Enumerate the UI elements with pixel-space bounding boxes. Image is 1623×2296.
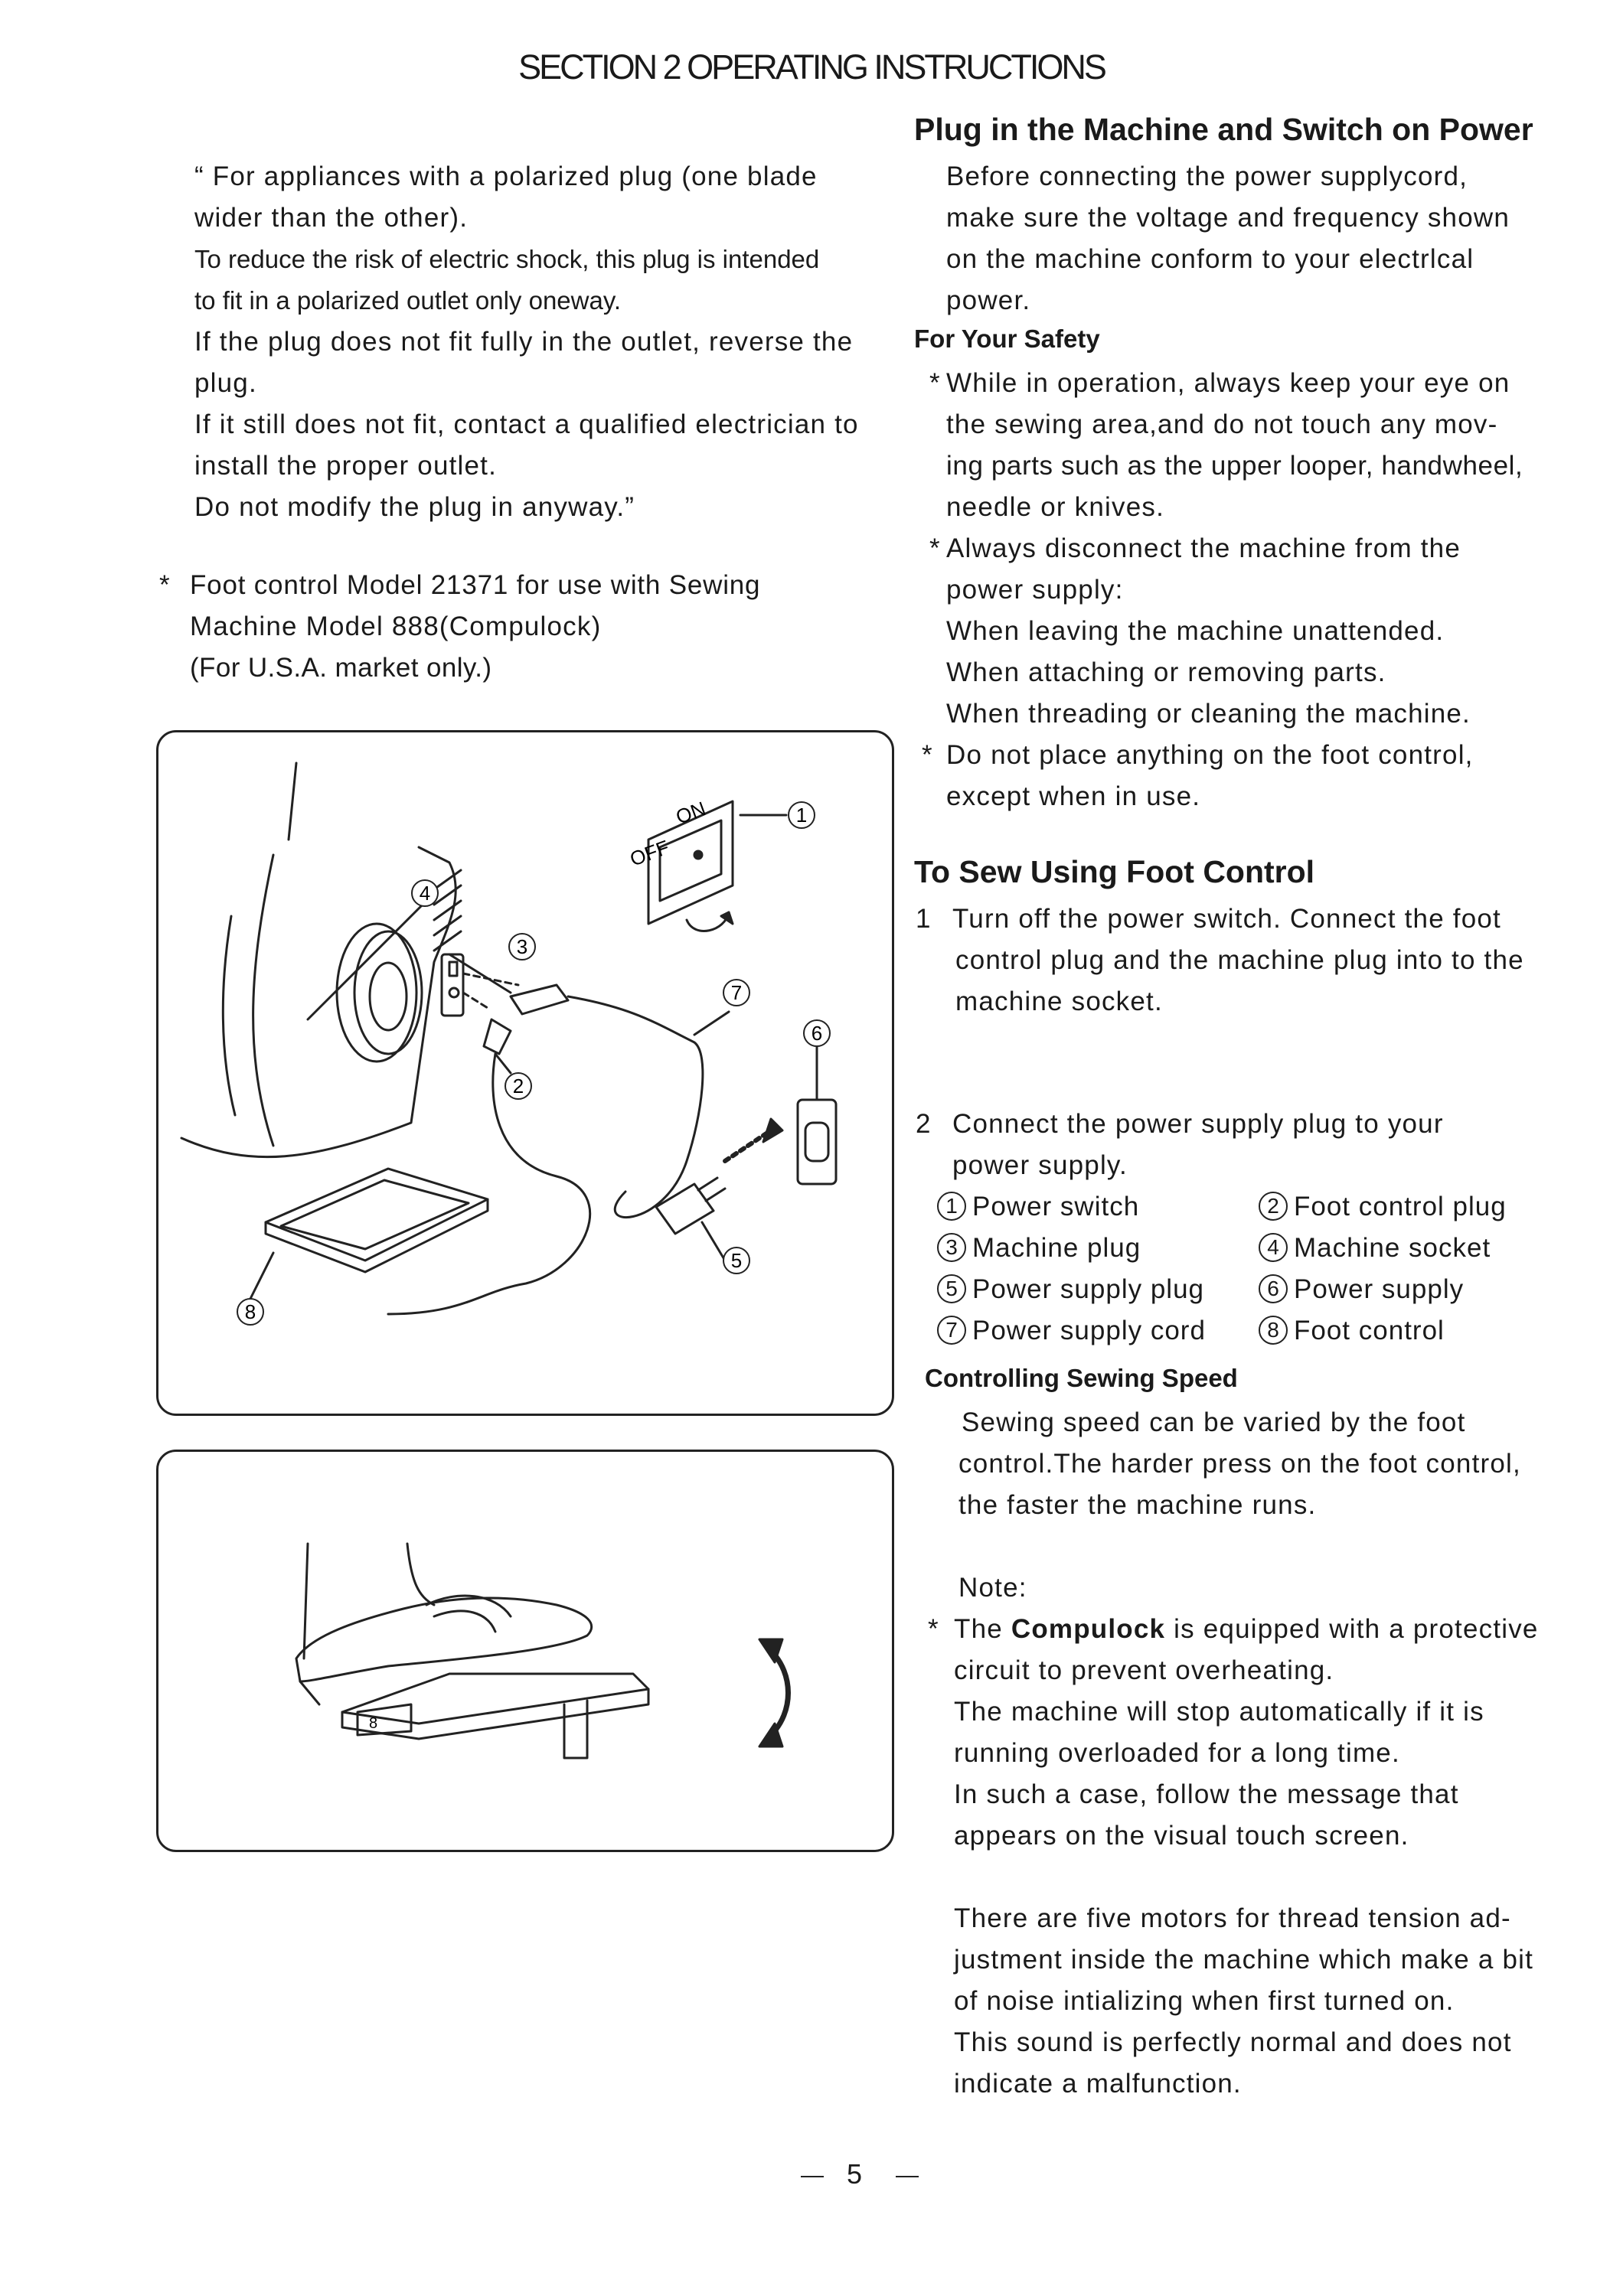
notice-line: plug. [194,368,257,398]
foot-control-pedal-icon [342,1674,648,1724]
speed-line: Sewing speed can be varied by the foot [962,1407,1466,1437]
safety-heading: For Your Safety [914,325,1100,353]
switch-off-label: OFF [626,835,672,871]
safety-line: Do not place anything on the foot control, [946,740,1474,770]
note-line: In such a case, follow the message that [954,1779,1459,1809]
notice-line: install the proper outlet. [194,451,498,481]
speed-line: control.The harder press on the foot control, [958,1449,1521,1479]
notice-line: “ For appliances with a polarized plug (one blade [194,161,818,191]
callout-5: 5 [730,1249,743,1272]
switch-on-label: ON [672,797,709,829]
page-number: 5 [847,2158,863,2190]
note-text: is equipped with a protective [1165,1614,1539,1644]
shoe-icon [296,1598,592,1681]
note-line: circuit to prevent overheating. [954,1655,1334,1685]
speed-heading: Controlling Sewing Speed [925,1364,1238,1392]
safety-line: Always disconnect the machine from the [946,533,1461,563]
callout-3: 3 [516,935,528,958]
legend-num: 7 [937,1316,966,1345]
legend-num: 4 [1259,1233,1288,1262]
note-line: (For U.S.A. market only.) [190,653,492,683]
legend-num: 5 [937,1274,966,1303]
legend-item-power-switch [937,1186,1139,1228]
legend-num: 6 [1259,1274,1288,1303]
notice-line: wider than the other). [194,203,469,233]
safety-line: While in operation, always keep your eye on [946,368,1510,398]
safety-line: the sewing area,and do not touch any mov- [946,409,1498,439]
step-number: 1 [916,904,932,934]
legend-item-power-supply-plug [937,1269,1204,1310]
foot-control-plug-icon [484,1019,511,1054]
bullet-star: * [928,1614,939,1644]
power-supply-cord [568,996,703,1218]
note-line: running overloaded for a long time. [954,1738,1400,1768]
wall-outlet-icon [798,1100,836,1184]
machine-socket-icon [442,954,463,1016]
leg-outline [304,1544,308,1658]
bullet-star: * [922,740,933,770]
plug-in-line: Before connecting the power supplycord, [946,161,1468,191]
note-line: indicate a malfunction. [954,2069,1242,2099]
step-line: power supply. [952,1150,1128,1180]
callout-8: 8 [244,1300,256,1323]
safety-line: power supply: [946,575,1124,605]
legend-item-power-supply-cord [937,1310,1206,1352]
legend-num: 8 [1259,1316,1288,1345]
safety-line: When attaching or removing parts. [946,657,1386,687]
legend-item-foot-control-plug [1259,1186,1507,1228]
machine-plug-icon [511,985,568,1014]
safety-line: When threading or cleaning the machine. [946,699,1471,729]
notice-line: to fit in a polarized outlet only oneway. [194,286,622,315]
safety-line: needle or knives. [946,492,1165,522]
note-line: This sound is perfectly normal and does not [954,2027,1512,2057]
legend-num: 3 [937,1233,966,1262]
note-line: Machine Model 888(Compulock) [190,612,602,641]
legend-num: 1 [937,1192,966,1221]
legend-label: Power supply cord [972,1316,1206,1345]
notice-line: Do not modify the plug in anyway.” [194,492,635,522]
note-text: The [954,1614,1011,1644]
note-line [954,1609,1539,1650]
note-star: * [159,570,171,600]
legend-item-machine-plug [937,1228,1141,1269]
callout-6: 6 [811,1022,823,1045]
legend-label: Foot control plug [1294,1192,1507,1221]
callout-1: 1 [795,804,808,827]
legend-label: Machine plug [972,1233,1141,1263]
rock-arrow-icon [771,1651,789,1735]
note-line: There are five motors for thread tension ad- [954,1903,1511,1933]
product-name: Compulock [1011,1614,1166,1644]
legend-label: Power switch [972,1192,1140,1221]
legend-label: Foot control [1294,1316,1445,1345]
legend-item-foot-control [1259,1310,1445,1352]
safety-line: ing parts such as the upper looper, handwheel, [946,451,1523,481]
foot-pedal-figure [156,1450,894,1852]
safety-line: except when in use. [946,781,1201,811]
foot-control-heading: To Sew Using Foot Control [914,854,1315,889]
plug-in-line: power. [946,285,1031,315]
foot-pedal-illustration [158,1452,892,1850]
note-line: of noise intializing when first turned on. [954,1986,1455,2016]
speed-line: the faster the machine runs. [958,1490,1317,1520]
note-line: appears on the visual touch screen. [954,1821,1409,1851]
note-line: The machine will stop automatically if it is [954,1697,1484,1727]
callout-2: 2 [512,1075,524,1097]
page-title: SECTION 2 OPERATING INSTRUCTIONS [518,47,1105,86]
pedal-label: 8 [369,1715,378,1732]
step-number: 2 [916,1109,932,1139]
legend-item-machine-socket [1259,1228,1491,1269]
footer-dash-left [801,2176,824,2177]
footer-dash-right [896,2176,919,2177]
callout-7: 7 [730,981,743,1004]
step-line: machine socket. [955,987,1163,1016]
legend-label: Power supply [1294,1274,1465,1304]
plug-in-line: make sure the voltage and frequency shown [946,203,1510,233]
legend-label: Power supply plug [972,1274,1204,1304]
plug-in-heading: Plug in the Machine and Switch on Power [914,112,1533,147]
step-line: Turn off the power switch. Connect the foot [952,904,1501,934]
note-line: justment inside the machine which make a bit [954,1945,1534,1975]
connection-figure [156,730,894,1416]
note-label: Note: [958,1573,1027,1603]
callout-4: 4 [419,882,431,905]
safety-line: When leaving the machine unattended. [946,616,1445,646]
legend-item-power-supply [1259,1269,1464,1310]
notice-line: To reduce the risk of electric shock, this plug is intended [194,245,820,273]
note-line: Foot control Model 21371 for use with Sewing [190,570,761,600]
step-line: Connect the power supply plug to your [952,1109,1444,1139]
connection-illustration [158,732,892,1414]
notice-line: If the plug does not fit fully in the outlet, reverse the [194,327,854,357]
step-line: control plug and the machine plug into to the [955,945,1524,975]
bullet-star: * [929,368,941,398]
bullet-star: * [929,533,941,563]
handwheel-icon [337,924,416,1062]
legend-num: 2 [1259,1192,1288,1221]
legend-label: Machine socket [1294,1233,1491,1263]
plug-in-line: on the machine conform to your electrlcal [946,244,1474,274]
notice-line: If it still does not fit, contact a qualified electrician to [194,409,859,439]
